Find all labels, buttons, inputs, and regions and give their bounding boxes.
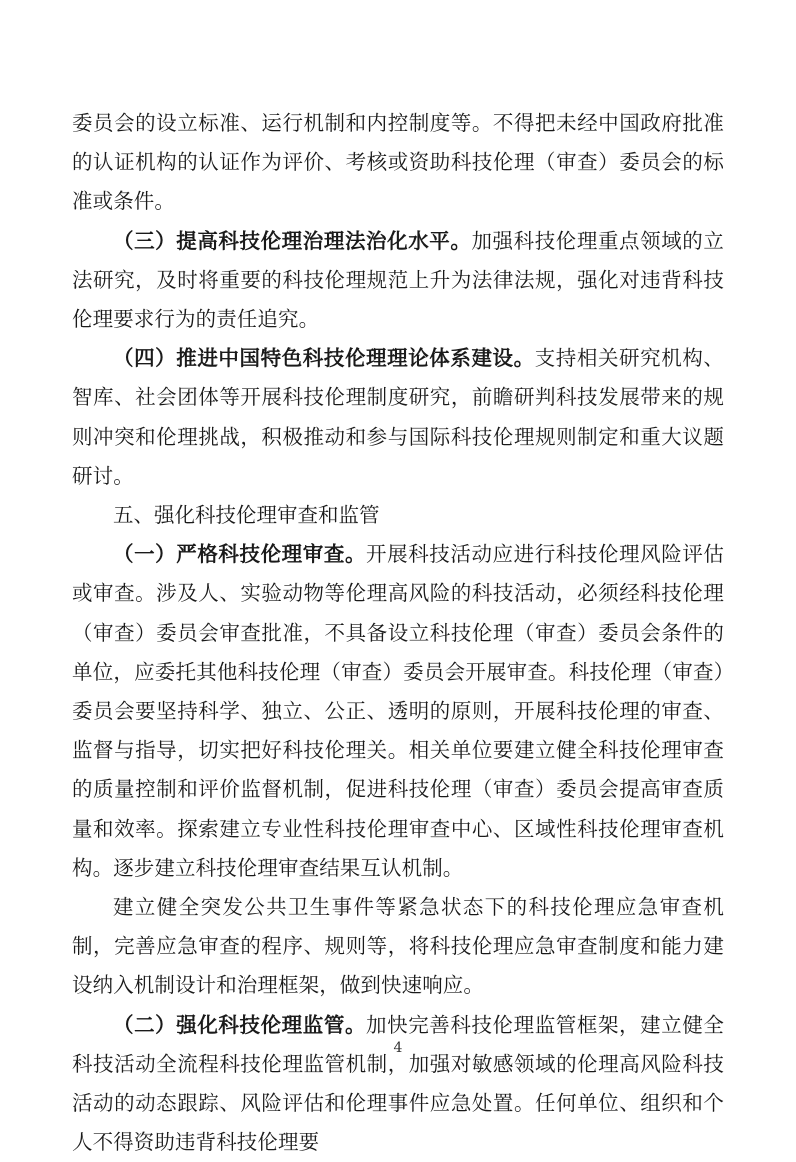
paragraph-lead: （四）推进中国特色科技伦理理论体系建设。 [113,346,535,371]
paragraph-text: 支持相关研究机构、智库、社会团体等开展科技伦理制度研究，前瞻研判科技发展带来的规则冲突和伦理挑战，积极推动和参与国际科技伦理规则制定和重大议题研讨。 [72,346,725,488]
paragraph-legal-governance [72,222,724,340]
paragraph-text: 委员会的设立标准、运行机制和内控制度等。不得把未经中国政府批准的认证机构的认证作为评价、考核或资助科技伦理（审查）委员会的标准或条件。 [72,111,724,214]
paragraph-lead: （二）强化科技伦理监管。 [113,1012,367,1037]
document-body [72,104,724,1162]
paragraph-continuation [72,104,724,222]
paragraph-emergency-review [72,888,724,1006]
paragraph-theory-system [72,339,724,496]
paragraph-lead: （一）严格科技伦理审查。 [113,542,367,567]
paragraph-text: 加强科技伦理重点领域的立法研究，及时将重要的科技伦理规范上升为法律法规，强化对违背科技伦理要求行为的责任追究。 [72,228,724,332]
paragraph-lead: （三）提高科技伦理治理法治化水平。 [113,228,472,253]
page-number: 4 [393,1040,403,1056]
paragraph-text: 开展科技活动应进行科技伦理风险评估或审查。涉及人、实验动物等伦理高风险的科技活动，必须经科技伦理（审查）委员会审查批准，不具备设立科技伦理（审查）委员会条件的单位，应委托其他科技伦理（审查）委员会开展审查。科技伦理（审查）委员会要坚持科学、独立、公正、透明的原则，开展科技伦理的审查、监督与指导，切实把好科技伦理关。相关单位要建立健全科技伦理审查的质量控制和评价监督机制，促进科技伦理（审查）委员会提高审查质量和效率。探索建立专业性科技伦理审查中心、区域性科技伦理审查机构。逐步建立科技伦理审查结果互认机制。 [72,542,724,880]
paragraph-strengthen-supervision [72,1006,724,1162]
section-heading: 五、强化科技伦理审查和监管 [113,503,380,528]
paragraph-strict-review [72,535,724,888]
paragraph-text: 加快完善科技伦理监管框架，建立健全科技活动全流程科技伦理监管机制，加强对敏感领域的伦理高风险科技活动的动态跟踪、风险评估和伦理事件应急处置。任何单位、组织和个人不得资助违背科技伦理要 [72,1012,724,1155]
paragraph-text: 建立健全突发公共卫生事件等紧急状态下的科技伦理应急审查机制，完善应急审查的程序、规则等，将科技伦理应急审查制度和能力建设纳入机制设计和治理框架，做到快速响应。 [72,895,724,998]
